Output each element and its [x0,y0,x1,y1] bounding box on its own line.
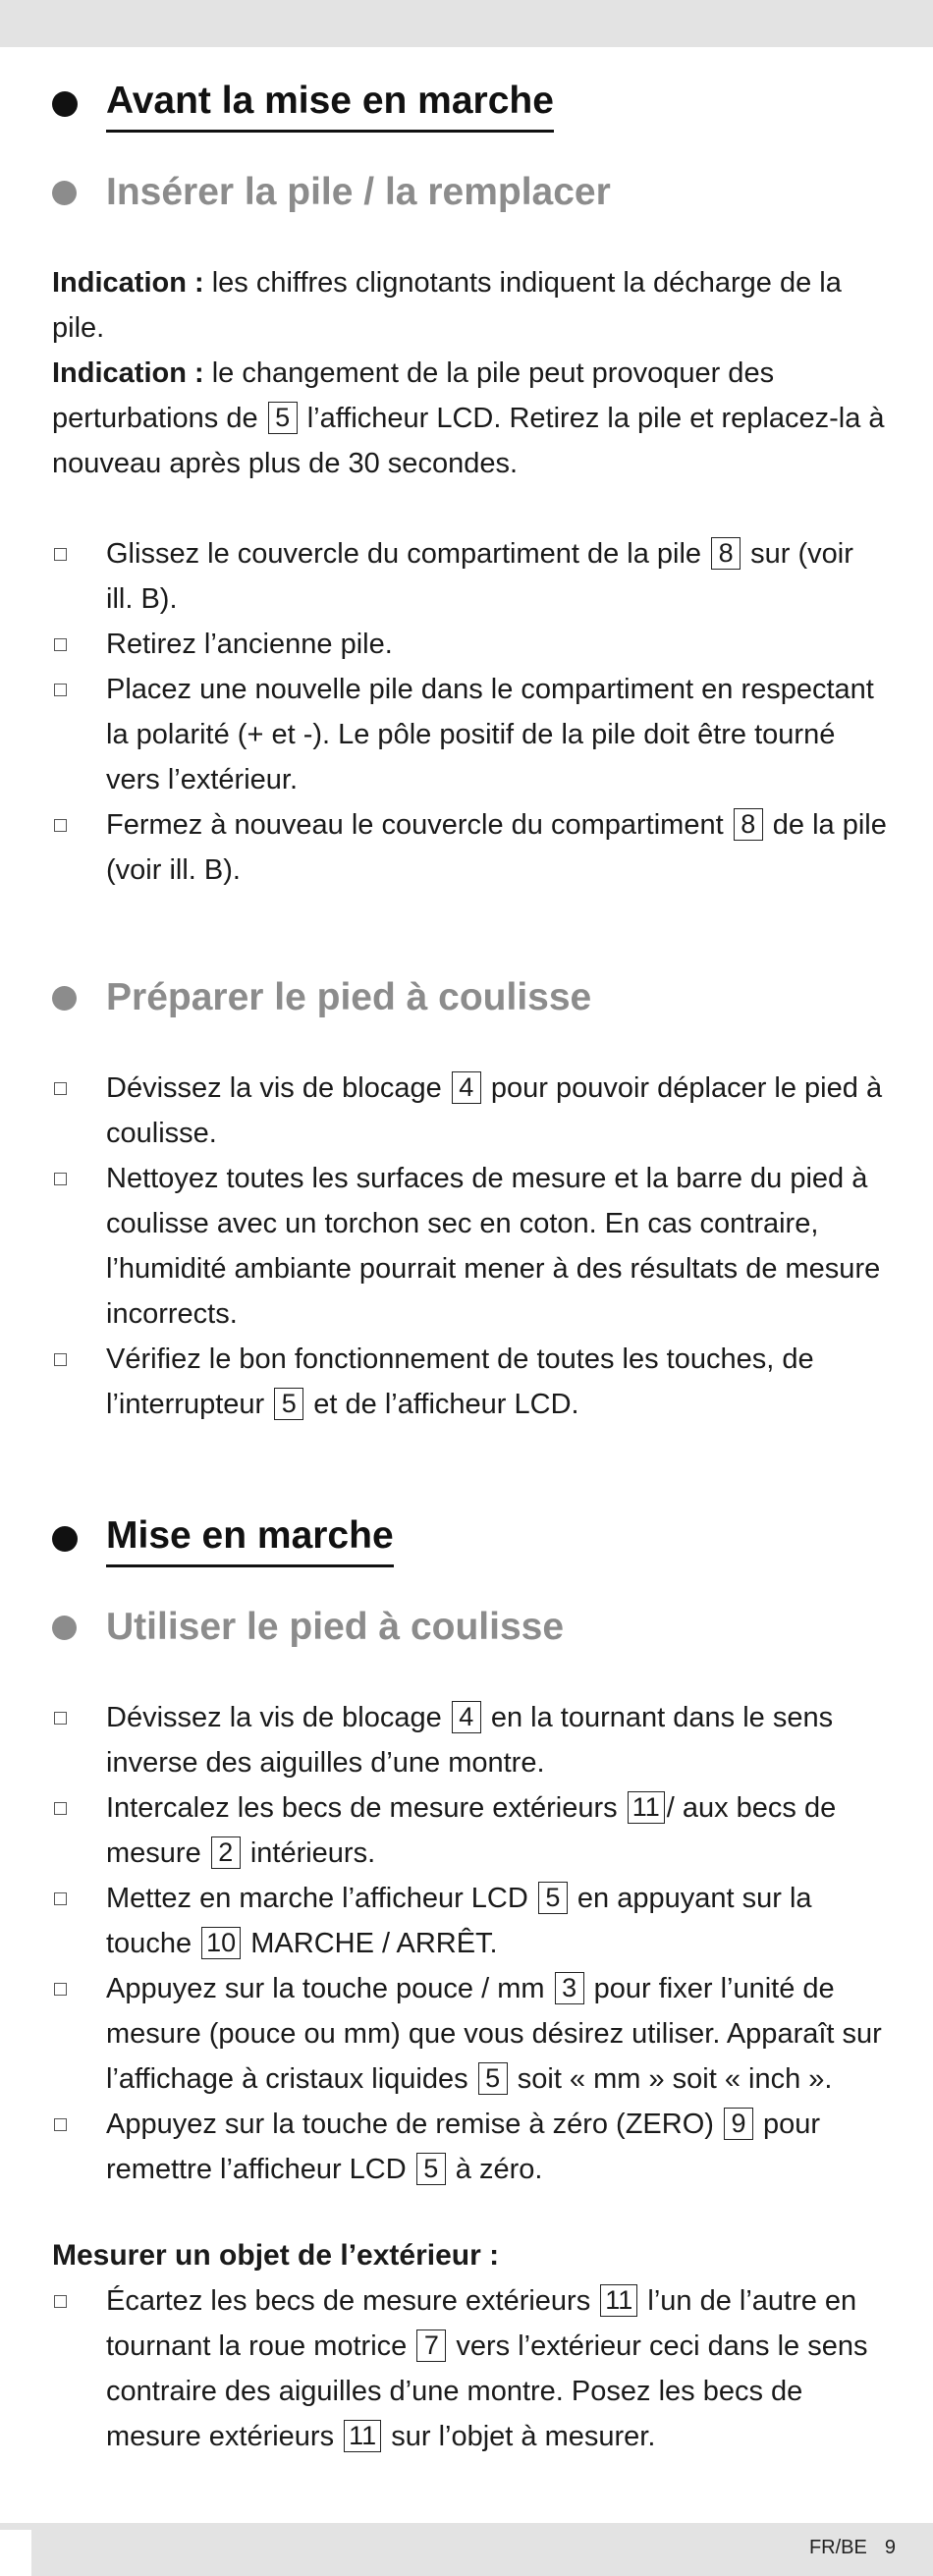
page-content [52,47,887,2459]
ref-number: 5 [538,1882,568,1914]
step-item: Fermez à nouveau le couvercle du compartiment 8 de la pile (voir ill. B). [52,802,887,893]
ref-number: 11 [628,1791,665,1824]
ref-number: 9 [724,2108,753,2140]
ref-number: 8 [711,537,741,570]
heading-inserer-title: Insérer la pile / la remplacer [106,171,611,213]
heading-preparer [52,971,887,1024]
steps-exterieur [52,2278,887,2459]
step-item: Dévissez la vis de blocage 4 pour pouvoir déplacer le pied à coulisse. [52,1066,887,1156]
steps-utiliser [52,1695,887,2192]
footer-page: 9 [884,2537,896,2558]
step-item: Glissez le couvercle du compartiment de la pile 8 sur (voir ill. B). [52,531,887,622]
ref-number: 5 [268,402,298,434]
checkbox-icon [54,1892,67,1905]
step-item: Écartez les becs de mesure extérieurs 11 l’un de l’autre en tournant la roue motrice 7 vers l’extérieur ceci dans le sens contraire des aiguilles d’une montre. Posez les becs de mesure extérieurs 11 sur l’objet à mesurer. [52,2278,887,2459]
ref-number: 11 [344,2420,381,2452]
checkbox-icon [54,819,67,832]
checkbox-icon [54,1082,67,1095]
step-item: Mettez en marche l’afficheur LCD 5 en appuyant sur la touche 10 MARCHE / ARRÊT. [52,1876,887,1966]
steps-preparer [52,1066,887,1427]
step-item: Vérifiez le bon fonctionnement de toutes les touches, de l’interrupteur 5 et de l’afficheur LCD. [52,1337,887,1427]
steps-inserer [52,531,887,893]
heading-avant-title: Avant la mise en marche [106,75,554,133]
note-text: l’afficheur LCD. Retirez la pile et replacez-la à nouveau après plus de 30 secondes. [52,403,885,479]
checkbox-icon [54,1712,67,1725]
heading-preparer-title: Préparer le pied à coulisse [106,976,592,1018]
bullet-dot-icon [52,1616,77,1640]
note-text: le changement de la pile peut provoquer des perturbations de [52,357,775,434]
checkbox-icon [54,1802,67,1815]
ref-number: 5 [274,1388,303,1420]
top-bar [0,0,933,47]
heading-avant [52,75,887,133]
bullet-dot-icon [52,986,77,1011]
checkbox-icon [54,1173,67,1185]
checkbox-icon [54,1983,67,1996]
checkbox-icon [54,548,67,561]
step-item: Appuyez sur la touche pouce / mm 3 pour fixer l’unité de mesure (pouce ou mm) que vous désirez utiliser. Apparaît sur l’affichage à cristaux liquides 5 soit « mm » soit « inch ». [52,1966,887,2102]
ref-number: 4 [452,1071,481,1104]
step-item: Nettoyez toutes les surfaces de mesure et la barre du pied à coulisse avec un torchon sec en coton. En cas contraire, l’humidité ambiante pourrait mener à des résultats de mesure incorrects. [52,1156,887,1337]
heading-utiliser-title: Utiliser le pied à coulisse [106,1606,565,1648]
ref-number: 2 [211,1836,241,1869]
step-item: Appuyez sur la touche de remise à zéro (ZERO) 9 pour remettre l’afficheur LCD 5 à zéro. [52,2102,887,2192]
heading-marche-title: Mise en marche [106,1509,394,1567]
ref-number: 3 [555,1972,584,2004]
notes-block [52,260,887,486]
note-label: Indication : [52,267,204,299]
step-item: Intercalez les becs de mesure extérieurs 11 / aux becs de mesure 2 intérieurs. [52,1785,887,1876]
footer-locale: FR/BE [808,2537,867,2558]
page-number [809,2537,896,2559]
note-1 [52,260,887,351]
note-label: Indication : [52,357,204,389]
subheading-exterieur: Mesurer un objet de l’extérieur : [52,2239,500,2272]
heading-inserer [52,166,887,219]
step-item: Placez une nouvelle pile dans le compartiment en respectant la polarité (+ et -). Le pôle positif de la pile doit être tourné vers l’extérieur. [52,667,887,802]
footer-white-tab [0,2530,31,2576]
checkbox-icon [54,2295,67,2308]
page-footer [0,2523,933,2576]
ref-number: 5 [478,2062,508,2095]
bullet-dot-icon [52,181,77,205]
step-item: Retirez l’ancienne pile. [52,622,887,667]
ref-number: 10 [201,1927,241,1959]
ref-number: 8 [734,808,763,841]
bullet-dot-icon [52,91,78,117]
bullet-dot-icon [52,1526,78,1552]
checkbox-icon [54,1353,67,1366]
heading-marche [52,1509,887,1567]
checkbox-icon [54,684,67,696]
checkbox-icon [54,638,67,651]
step-item: Dévissez la vis de blocage 4 en la tournant dans le sens inverse des aiguilles d’une montre. [52,1695,887,1785]
ref-number: 5 [416,2153,446,2185]
note-text: les chiffres clignotants indiquent la décharge de la pile. [52,267,842,344]
heading-utiliser [52,1601,887,1654]
ref-number: 11 [600,2284,637,2317]
checkbox-icon [54,2118,67,2131]
ref-number: 7 [416,2329,446,2362]
ref-number: 4 [452,1701,481,1733]
note-2 [52,351,887,486]
